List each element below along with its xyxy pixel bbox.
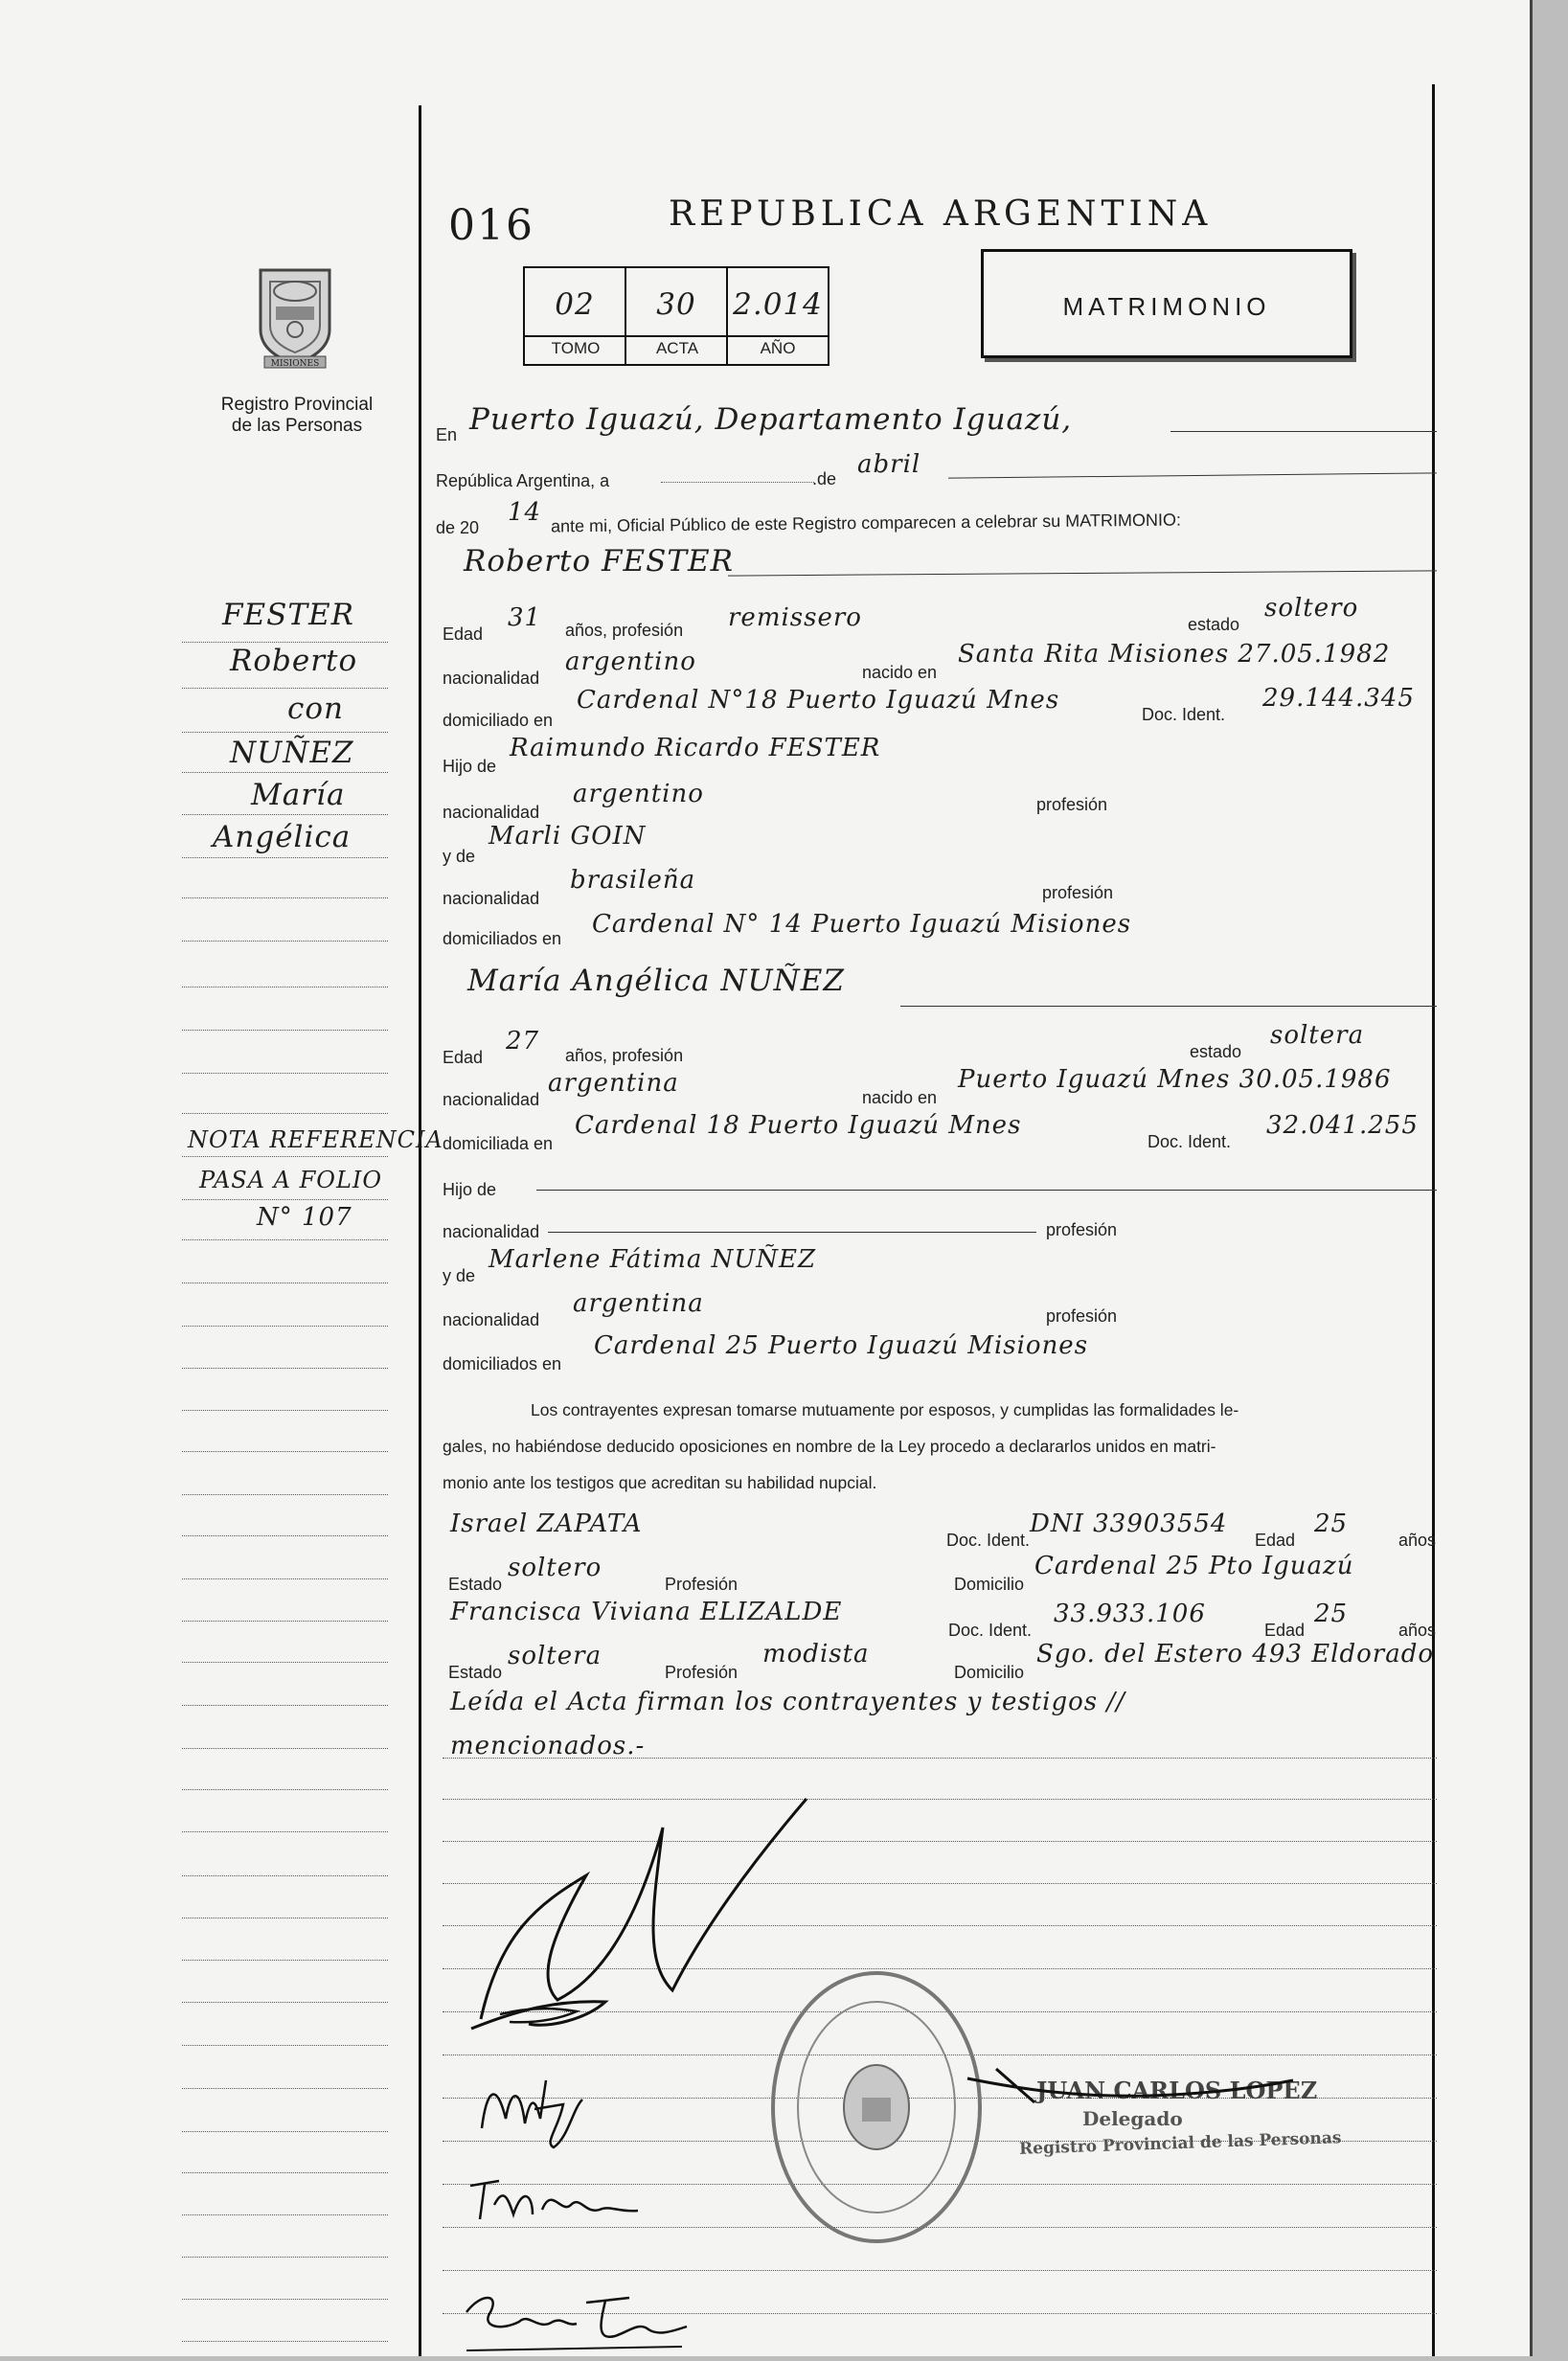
c2-madre-profesion-label: profesión [1046,1306,1118,1326]
signature-testigo-2 [462,2283,692,2361]
t1-edad-label: Edad [1255,1531,1296,1550]
c2-doc-value: 32.041.255 [1266,1111,1419,1140]
testigo2-nombre: Francisca Viviana ELIZALDE [450,1598,843,1626]
c2-padres-domicilio-value: Cardenal 25 Puerto Iguazú Misiones [594,1331,1089,1360]
margin-fester: FESTER [222,598,355,632]
c2-madre-nacionalidad-label: nacionalidad [443,1310,540,1329]
document-type: MATRIMONIO [1062,292,1271,321]
testigo1-edad: 25 [1314,1510,1349,1538]
c1-estado-value: soltero [1264,594,1359,623]
c1-madre-label: y de [443,847,476,866]
cierre-linea-2: mencionados.- [450,1732,646,1760]
margin-pasa-a-folio: PASA A FOLIO [199,1167,383,1193]
c1-nacionalidad-label: nacionalidad [443,669,540,688]
c2-profesion-label: años, profesión [565,1046,684,1065]
c2-madre-value: Marlene Fátima NUÑEZ [489,1245,817,1274]
c2-padres-domicilio-label: domiciliados en [443,1354,562,1373]
c1-madre-nacionalidad-label: nacionalidad [443,889,540,908]
t2-anios-label: años [1398,1621,1437,1640]
legal-line-2: gales, no habiéndose deducido oposiciones en nombre de la Ley procedo a declararlos unidos en matri- [443,1437,1216,1456]
c2-padre-profesion-label: profesión [1046,1220,1118,1239]
c2-madre-nacionalidad-value: argentina [573,1289,704,1318]
c1-nacido-label: nacido en [862,663,938,682]
anio-short-value: 14 [508,498,542,527]
c1-padre-value: Raimundo Ricardo FESTER [510,734,881,762]
mes-value: abril [857,450,921,479]
legal-line-3: monio ante los testigos que acreditan su habilidad nupcial. [443,1473,877,1492]
c2-doc-label: Doc. Ident. [1148,1132,1232,1151]
c2-edad-label: Edad [443,1048,484,1067]
de-20-label: de 20 [436,518,480,537]
c1-profesion-label: años, profesión [565,621,684,640]
tomo-label: TOMO [551,339,601,357]
t1-domicilio-label: Domicilio [954,1575,1025,1594]
t1-doc-label: Doc. Ident. [946,1531,1031,1550]
margin-line [419,105,421,2356]
c2-domicilio-label: domiciliada en [443,1134,554,1153]
margin-nunez: NUÑEZ [230,736,354,770]
cierre-linea-1: Leída el Acta firman los contrayentes y testigos // [450,1688,1125,1716]
document-type-box [981,249,1352,358]
t1-profesion-label: Profesión [665,1575,739,1594]
testigo2-estado: soltera [508,1642,602,1670]
c1-nacimiento-value: Santa Rita Misiones 27.05.1982 [958,640,1391,669]
anio-value: 2.014 [733,287,823,322]
testigo2-edad: 25 [1314,1600,1349,1628]
c2-edad-value: 27 [506,1027,540,1056]
delegado-signature [958,2059,1303,2122]
registro-label: Registro Provincial de las Personas [220,395,374,436]
logo-text: MISIONES [270,359,320,369]
legal-line-1: Los contrayentes expresan tomarse mutuamente por esposos, y cumplidas las formalidades le- [531,1400,1239,1419]
testigo1-domicilio: Cardenal 25 Pto Iguazú [1034,1552,1354,1580]
republica-label: República Argentina, a [436,471,610,490]
testigo1-doc: DNI 33903554 [1030,1510,1228,1538]
c1-padre-nacionalidad-value: argentino [573,780,704,808]
c1-madre-value: Marli GOIN [489,822,647,851]
testigo2-domicilio: Sgo. del Estero 493 Eldorado [1036,1640,1435,1669]
en-label: En [436,425,458,444]
t2-domicilio-label: Domicilio [954,1663,1025,1682]
oficial-text: ante mi, Oficial Público de este Registro comparecen a celebrar su MATRIMONIO: [550,510,1182,536]
contrayente2-nombre: María Angélica NUÑEZ [467,964,845,998]
c2-nacimiento-value: Puerto Iguazú Mnes 30.05.1986 [958,1065,1392,1094]
lugar-value: Puerto Iguazú, Departamento Iguazú, [469,402,1073,437]
c1-padre-profesion-label: profesión [1036,795,1108,814]
acta-label: ACTA [655,339,699,357]
c1-padres-domicilio-label: domiciliados en [443,929,562,948]
anio-label: AÑO [760,339,796,357]
c2-estado-value: soltera [1270,1021,1365,1050]
t2-edad-label: Edad [1264,1621,1306,1640]
testigo2-profesion: modista [762,1640,870,1669]
de-label: .de [812,469,837,488]
c1-hijo-label: Hijo de [443,757,497,776]
c1-doc-value: 29.144.345 [1262,684,1415,713]
t1-estado-label: Estado [448,1575,503,1594]
c2-estado-label: estado [1190,1042,1242,1061]
t2-estado-label: Estado [448,1663,503,1682]
c1-profesion-value: remissero [728,603,862,632]
c2-nacionalidad-label: nacionalidad [443,1090,540,1109]
contrayente1-nombre: Roberto FESTER [464,544,735,579]
delegado-stamp-cargo: Delegado [1082,2107,1183,2130]
c1-edad-value: 31 [508,603,542,632]
margin-angelica: Angélica [213,820,352,854]
c2-padre-nacionalidad-label: nacionalidad [443,1222,540,1241]
c1-domicilio-label: domiciliado en [443,711,554,730]
acta-value: 30 [656,287,696,322]
c1-padres-domicilio-value: Cardenal N° 14 Puerto Iguazú Misiones [592,910,1132,939]
c1-doc-label: Doc. Ident. [1142,705,1226,724]
c2-madre-label: y de [443,1266,476,1285]
t2-profesion-label: Profesión [665,1663,739,1682]
c1-edad-label: Edad [443,624,484,644]
t2-doc-label: Doc. Ident. [948,1621,1033,1640]
c2-hijo-label: Hijo de [443,1180,497,1199]
c1-estado-label: estado [1188,615,1240,634]
tomo-acta-anio-box [523,266,829,366]
margin-nota-referencia: NOTA REFERENCIA [188,1126,443,1153]
c1-madre-nacionalidad-value: brasileña [570,866,696,895]
c1-domicilio-value: Cardenal N°18 Puerto Iguazú Mnes [577,686,1060,715]
right-border-line [1432,84,1435,2356]
tomo-value: 02 [555,287,595,322]
margin-roberto: Roberto [230,644,358,678]
c2-nacido-label: nacido en [862,1088,938,1107]
testigo1-nombre: Israel ZAPATA [450,1510,643,1538]
delegado-stamp-name: JUAN CARLOS LOPEZ [1036,2077,1318,2104]
t1-anios-label: años [1398,1531,1437,1550]
country-title: REPUBLICA ARGENTINA [669,194,1213,234]
official-round-seal [766,1964,987,2256]
c2-nacionalidad-value: argentina [548,1069,679,1098]
margin-maria: María [251,778,346,812]
margin-con: con [287,692,344,726]
signature-contrayente-2 [477,2071,592,2162]
c1-madre-profesion-label: profesión [1042,883,1114,902]
c1-padre-nacionalidad-label: nacionalidad [443,803,540,822]
page-number: 016 [448,201,534,250]
c1-nacionalidad-value: argentino [565,647,696,676]
signature-testigo-1 [466,2167,648,2238]
testigo2-doc: 33.933.106 [1054,1600,1206,1628]
misiones-coat-of-arms-logo [251,261,339,374]
c2-domicilio-value: Cardenal 18 Puerto Iguazú Mnes [575,1111,1022,1140]
testigo1-estado: soltero [508,1554,602,1582]
delegado-stamp-registro: Registro Provincial de las Personas [1018,2128,1342,2159]
margin-folio-numero: N° 107 [257,1203,352,1232]
